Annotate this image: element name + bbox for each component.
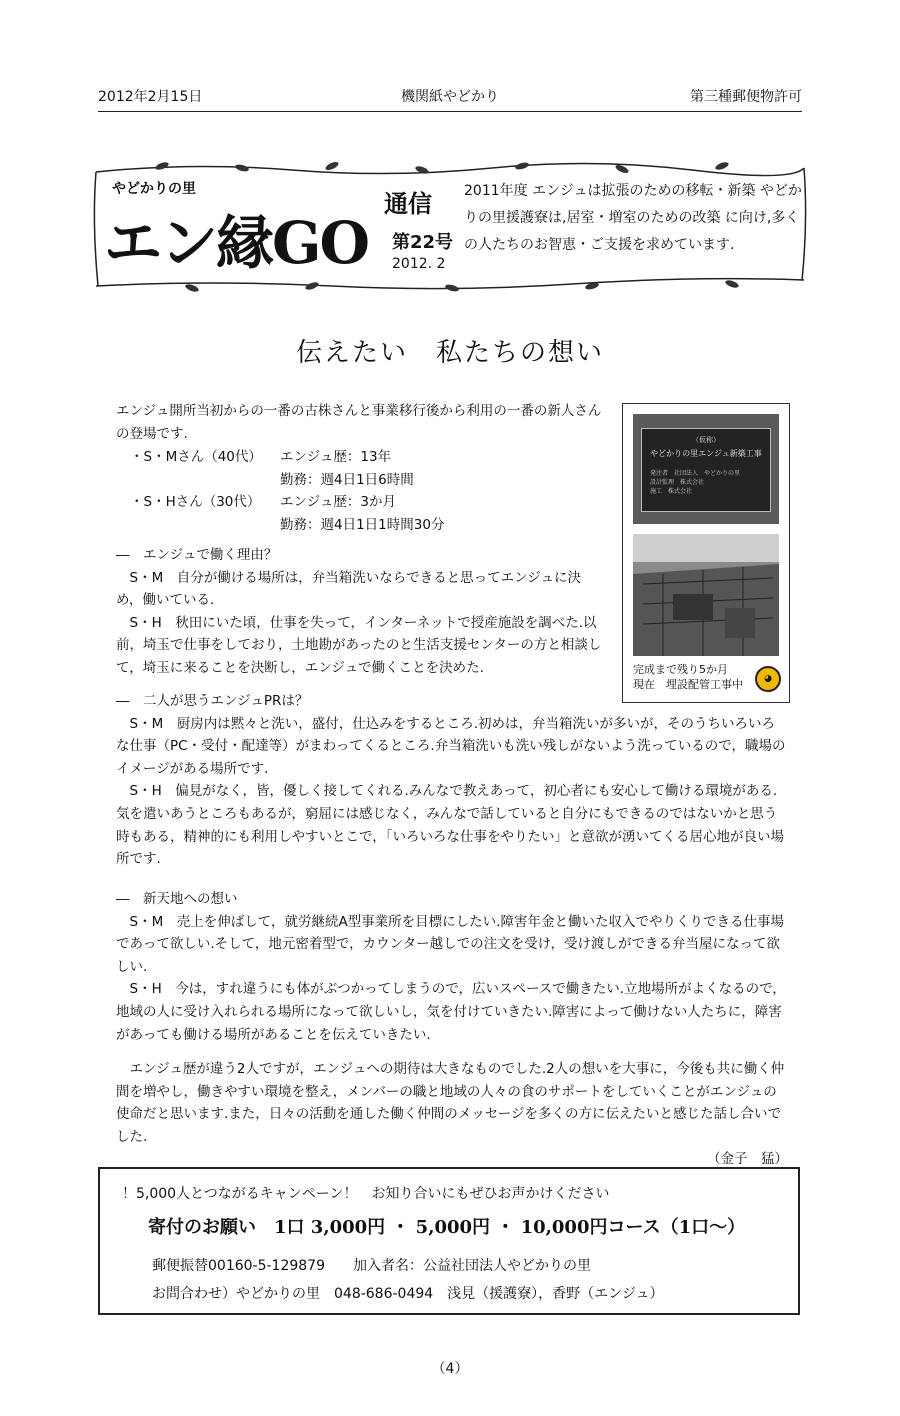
section-paragraph: S・H 秋田にいた頃，仕事を失って，インターネットで授産施設を調べた.以前，埼玉で仕事をしており，土地勘があったのと生活支援センターの方と相談して，埼玉に来ることを決断し，エンジュで働くことを決めた. xyxy=(116,614,602,676)
section-heading: ― エンジュで働く理由？ xyxy=(116,547,278,563)
sign-title: やどかりの里エンジュ新築工事 xyxy=(650,449,762,458)
profiles xyxy=(116,446,606,536)
sign-details xyxy=(650,469,770,496)
masthead-title: エン縁GO xyxy=(104,209,369,277)
masthead-tsushin: 通信 xyxy=(384,190,432,218)
profile-1-history: エンジュ歴：13年 xyxy=(280,449,392,465)
construction-site-photo xyxy=(633,534,779,656)
photo-caption xyxy=(633,662,743,692)
masthead xyxy=(92,162,808,294)
profile-2-work: 勤務：週4日1日1時間30分 xyxy=(280,516,445,533)
section-heading: ― 二人が思うエンジュPRは？ xyxy=(116,693,309,709)
masthead-issue: 第22号 xyxy=(392,232,454,253)
closing-paragraph: エンジュ歴が違う2人ですが，エンジュへの期待は大きなものでした.2人の想いを大事に，今後も共に働く仲間を増やし，働きやすい環境を整え，メンバーの職と地域の人々の食のサポートをしていくことがエンジュの使命だと思います.また，日々の活動を通した働く仲間のメッセージを多くの方に伝えたいと感じた話し合いでした. xyxy=(116,1061,785,1145)
caption-line: 完成まで残り5か月 xyxy=(633,663,728,676)
header-publication: 機関紙やどかり xyxy=(401,89,499,105)
masthead-subtitle: やどかりの里 xyxy=(112,181,196,197)
section-2 xyxy=(116,690,788,871)
article-headline: 伝えたい 私たちの想い xyxy=(295,338,604,368)
sign-detail-line: 発注者 社団法人 やどかりの里 xyxy=(650,470,741,477)
section-heading: ― 新天地への想い xyxy=(116,891,238,907)
section-paragraph: S・M 売上を伸ばして，就労継続A型事業所を目標にしたい.障害年金と働いた収入でやりくりできる仕事場であって欲しい.そして，地元密着型で，カウンター越しでの注文を受け，受け渡しができる弁当屋になって欲しい. xyxy=(116,913,784,975)
section-paragraph: S・M 自分が働ける場所は，弁当箱洗いならできると思ってエンジュに決め，働いている. xyxy=(116,569,581,609)
construction-sign-photo xyxy=(633,414,779,524)
profile-1-name: ・S・Mさん（40代） xyxy=(130,449,262,465)
sign-small-text: （仮称） xyxy=(692,436,720,444)
campaign-box xyxy=(98,1167,800,1315)
masthead-date: 2012. 2 xyxy=(392,256,446,272)
header-date: 2012年2月15日 xyxy=(98,89,203,105)
section-3 xyxy=(116,888,788,1046)
profile-1-work: 勤務：週4日1日6時間 xyxy=(280,471,414,488)
profile-2-name: ・S・Hさん（30代） xyxy=(130,494,261,511)
section-paragraph: S・M 厨房内は黙々と洗い，盛付，仕込みをするところ.初めは，弁当箱洗いが多いが，そのうちいろいろな仕事（PC・受付・配達等）がまわってくるところ.弁当箱洗いも洗い残しがないよう洗っているので，職場のイメージがある場所です. xyxy=(116,715,786,777)
contact-info: お問合わせ）やどかりの里 048-686-0494 浅見（援護寮），香野（エンジュ） xyxy=(152,1286,664,1302)
masthead-message: 2011年度 エンジュは拡張のための移転・新築 やどかりの里援護寮は,居室・増室のための改築 に向け,多くの人たちのお智恵・ご支援を求めています. xyxy=(464,183,802,253)
sign-detail-line: 設計監理 株式会社 xyxy=(650,479,705,486)
postal-transfer-info: 郵便振替00160-5-129879 加入者名：公益社団法人やどかりの里 xyxy=(152,1258,591,1274)
profile-2-history: エンジュ歴：3か月 xyxy=(280,494,396,511)
caption-line: 現在 埋設配管工事中 xyxy=(633,678,743,691)
header-permit: 第三種郵便物許可 xyxy=(690,89,802,105)
donation-request: 寄付のお願い 1口 3,000円 ・ 5,000円 ・ 10,000円コース（1口〜） xyxy=(148,1217,746,1238)
section-1 xyxy=(116,544,606,680)
page-header xyxy=(98,86,802,110)
section-paragraph: S・H 偏見がなく，皆，優しく接してくれる.みんなで教えあって，初心者にも安心して働ける環境がある.気を遣いあうところもあるが，窮屈には感じなく，みんなで話していると自分にもできるのではないかと思う時もある，精神的にも利用しやすいとこで，「いろいろな仕事をやりたい」と意欲が湧いてくる居心地が良い場所です. xyxy=(116,783,784,868)
closing-section xyxy=(116,1058,788,1171)
author-credit: （金子 猛） xyxy=(707,1151,788,1168)
campaign-title: ！5,000人とつながるキャンペーン！ お知り合いにもぜひお声かけください xyxy=(122,1186,610,1202)
page-number: （4） xyxy=(431,1361,469,1377)
construction-sign xyxy=(641,428,771,512)
construction-photo-panel xyxy=(622,403,790,703)
header-divider xyxy=(98,111,802,112)
construction-site-illustration xyxy=(633,534,779,656)
intro-lead: エンジュ開所当初からの一番の古株さんと事業移行後から利用の一番の新人さんの登場です. xyxy=(116,403,602,442)
mascot-icon: ◕ xyxy=(755,666,781,692)
section-paragraph: S・H 今は，すれ違うにも体がぶつかってしまうので，広いスペースで働きたい.立地場所がよくなるので，地域の人に受け入れられる場所になって欲しいし，気を付けていきたい.障害によって働けない人たちに，障害があっても働ける場所があることを伝えていきたい. xyxy=(116,981,786,1043)
sign-detail-line: 施工 株式会社 xyxy=(650,488,693,495)
